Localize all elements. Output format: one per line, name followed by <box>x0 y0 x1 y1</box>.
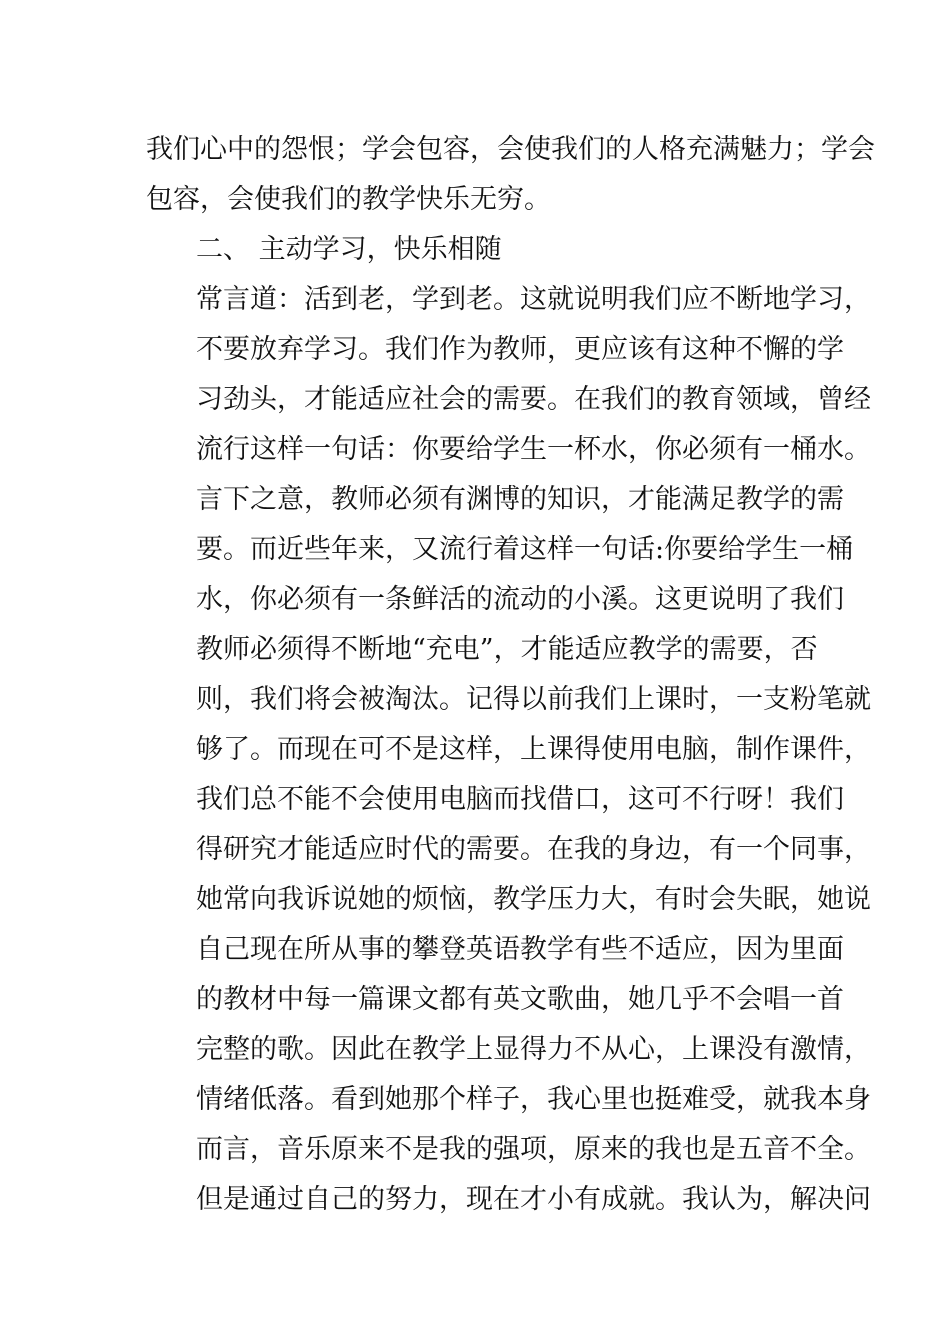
text-line: 常言道：活到老，学到老。这就说明我们应不断地学习， <box>196 284 871 315</box>
text-line: 流行这样一句话：你要给学生一杯水，你必须有一桶水。 <box>196 434 871 465</box>
text-line: 够了。而现在可不是这样，上课得使用电脑，制作课件， <box>196 734 871 765</box>
text-line: 但是通过自己的努力，现在才小有成就。我认为，解决问 <box>196 1184 871 1215</box>
text-line: 我们心中的怨恨；学会包容，会使我们的人格充满魅力；学会 <box>146 134 875 165</box>
text-line: 完整的歌。因此在教学上显得力不从心，上课没有激情， <box>196 1034 871 1065</box>
text-line: 得研究才能适应时代的需要。在我的身边，有一个同事， <box>196 834 871 865</box>
text-line: 不要放弃学习。我们作为教师，更应该有这种不懈的学 <box>196 334 844 365</box>
text-line: 她常向我诉说她的烦恼，教学压力大，有时会失眠，她说 <box>196 884 871 915</box>
section-heading: 二、 主动学习，快乐相随 <box>196 234 502 265</box>
text-line: 水，你必须有一条鲜活的流动的小溪。这更说明了我们 <box>196 584 844 615</box>
text-line: 情绪低落。看到她那个样子，我心里也挺难受，就我本身 <box>196 1084 871 1115</box>
text-line: 言下之意，教师必须有渊博的知识，才能满足教学的需 <box>196 484 844 515</box>
text-line: 自己现在所从事的攀登英语教学有些不适应，因为里面 <box>196 934 844 965</box>
text-line: 习劲头，才能适应社会的需要。在我们的教育领域，曾经 <box>196 384 871 415</box>
text-line: 要。而近些年来，又流行着这样一句话:你要给学生一桶 <box>196 534 854 565</box>
text-line: 教师必须得不断地“充电”，才能适应教学的需要，否 <box>196 634 818 665</box>
text-line: 我们总不能不会使用电脑而找借口，这可不行呀！我们 <box>196 784 844 815</box>
text-line: 则，我们将会被淘汰。记得以前我们上课时，一支粉笔就 <box>196 684 871 715</box>
text-line: 包容，会使我们的教学快乐无穷。 <box>146 184 551 215</box>
text-line: 而言，音乐原来不是我的强项，原来的我也是五音不全。 <box>196 1134 871 1165</box>
text-line: 的教材中每一篇课文都有英文歌曲，她几乎不会唱一首 <box>196 984 844 1015</box>
